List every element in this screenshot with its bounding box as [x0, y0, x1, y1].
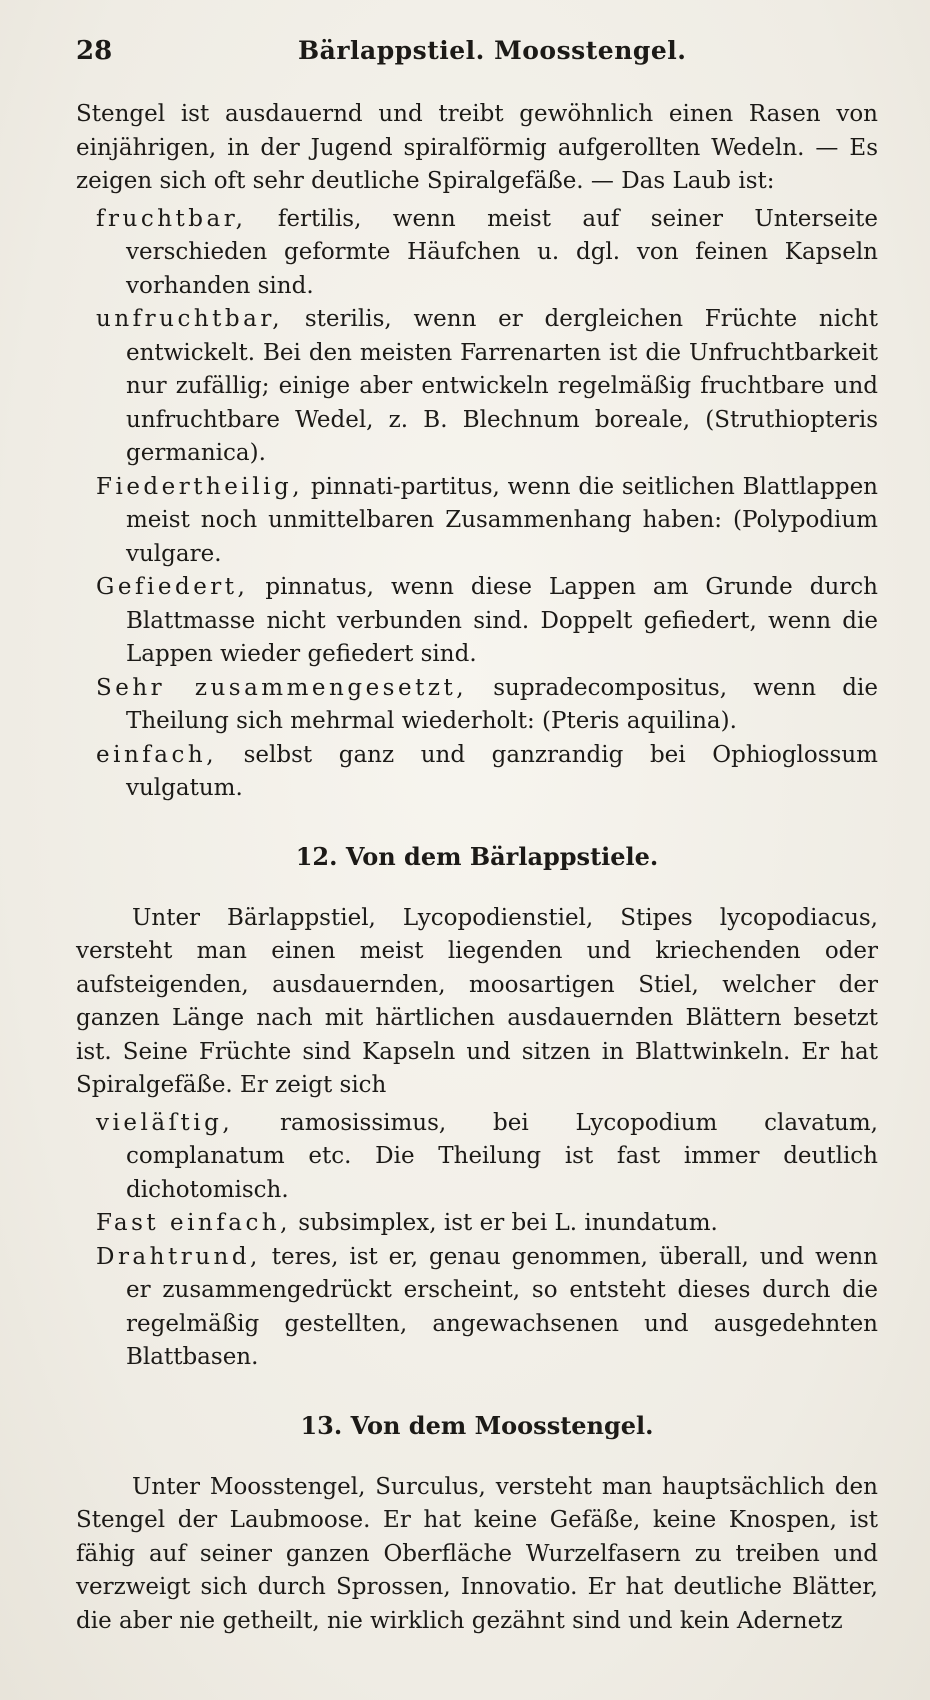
term-definition: subsimplex, ist er bei L. inundatum. — [290, 1210, 718, 1236]
term-label: fruchtbar, — [96, 205, 247, 232]
term-definition: selbst ganz und ganzrandig bei Ophioglossum vulgatum. — [126, 741, 878, 801]
term-label: vieläſtig, — [96, 1109, 234, 1136]
term-label: unfruchtbar, — [96, 306, 284, 332]
term-entry-vielaestig — [76, 1107, 878, 1208]
term-definition: fertilis, wenn meist auf seiner Unterseite verschieden geformte Häufchen u. dgl. von feinen Kapseln vorhanden sind. — [126, 205, 878, 299]
term-entry-unfruchtbar — [76, 303, 878, 471]
term-definition: supradecompositus, wenn die Theilung sich mehrmal wiederholt: (Pteris aquilina). — [126, 674, 878, 734]
section-12-heading: 12. Von dem Bärlappstiele. — [295, 841, 659, 871]
term-label: Gefiedert, — [96, 574, 249, 600]
intro-paragraph: Stengel ist ausdauernd und treibt gewöhnlich einen Rasen von einjährigen, in der Jugend spiralförmig aufgerollten Wedeln. — Es zeigen sich oft sehr deutliche Spiralgefäße. — Das Laub ist: — [76, 101, 878, 194]
term-label: Drahtrund, — [96, 1243, 261, 1270]
term-definition: pinnatus, wenn diese Lappen am Grunde durch Blattmasse nicht verbunden sind. Doppelt gefiedert, wenn die Lappen wieder gefiedert sind. — [126, 574, 878, 667]
term-definition: pinnati-partitus, wenn die seitlichen Blattlappen meist noch unmittelbaren Zusammenhang haben: (Polypodium vulgare. — [126, 473, 878, 567]
term-entry-fruchtbar — [76, 203, 878, 304]
term-entry-drahtrund — [76, 1241, 878, 1375]
section-12-paragraph: Unter Bärlappstiel, Lycopodienstiel, Stipes lycopodiacus, versteht man einen meist liegenden und kriechenden oder aufsteigenden, ausdauernden, moosartigen Stiel, welcher der ganzen Länge nach mit härtlichen ausdauernden Blättern besetzt ist. Seine Früchte sind Kapseln und sitzen in Blattwinkeln. Er hat Spiralgefäße. Er zeigt sich — [76, 904, 878, 1098]
page-header — [76, 36, 878, 76]
term-entry-gefiedert — [76, 571, 878, 672]
term-entry-fiedertheilig — [76, 471, 878, 572]
term-label: einfach, — [96, 741, 218, 768]
term-entry-fast-einfach — [76, 1207, 878, 1241]
laub-term-list — [76, 203, 878, 806]
term-entry-einfach — [76, 739, 878, 806]
running-head: Bärlappstiel. Moosstengel. — [298, 36, 687, 65]
page-number: 28 — [76, 36, 113, 66]
section-13-paragraph: Unter Moosstengel, Surculus, versteht man hauptsächlich den Stengel der Laubmoose. Er hat keine Gefäße, keine Knospen, ist fähig auf seiner ganzen Oberfläche Wurzelfasern zu treiben und verzweigt sich durch Sprossen, Innovatio. Er hat deutliche Blätter, die aber nie getheilt, nie wirklich gezähnt sind und kein Adernetz — [76, 1473, 878, 1634]
section-13-heading: 13. Von dem Moosstengel. — [300, 1410, 654, 1440]
term-definition: ramosissimus, bei Lycopodium clavatum, complanatum etc. Die Theilung ist fast immer deutlich dichotomisch. — [126, 1109, 878, 1203]
term-label: Fiedertheilig, — [96, 473, 304, 500]
term-label: Fast einfach, — [96, 1210, 291, 1236]
term-definition: teres, ist er, genau genommen, überall, und wenn er zusammengedrückt erscheint, so entsteht dieses durch die regelmäßig gestellten, angewachsenen und ausgedehnten Blattbasen. — [126, 1243, 878, 1370]
term-entry-sehr-zusammengesetzt — [76, 672, 878, 739]
term-label: Sehr zusammengesetzt, — [96, 674, 468, 701]
term-definition: sterilis, wenn er dergleichen Früchte nicht entwickelt. Bei den meisten Farrenarten ist die Unfruchtbarkeit nur zufällig; einige aber entwickeln regelmäßig fruchtbare und unfruchtbare Wedel, z. B. Blechnum boreale, (Struthiopteris germanica). — [126, 306, 878, 466]
section-12-term-list — [76, 1107, 878, 1375]
